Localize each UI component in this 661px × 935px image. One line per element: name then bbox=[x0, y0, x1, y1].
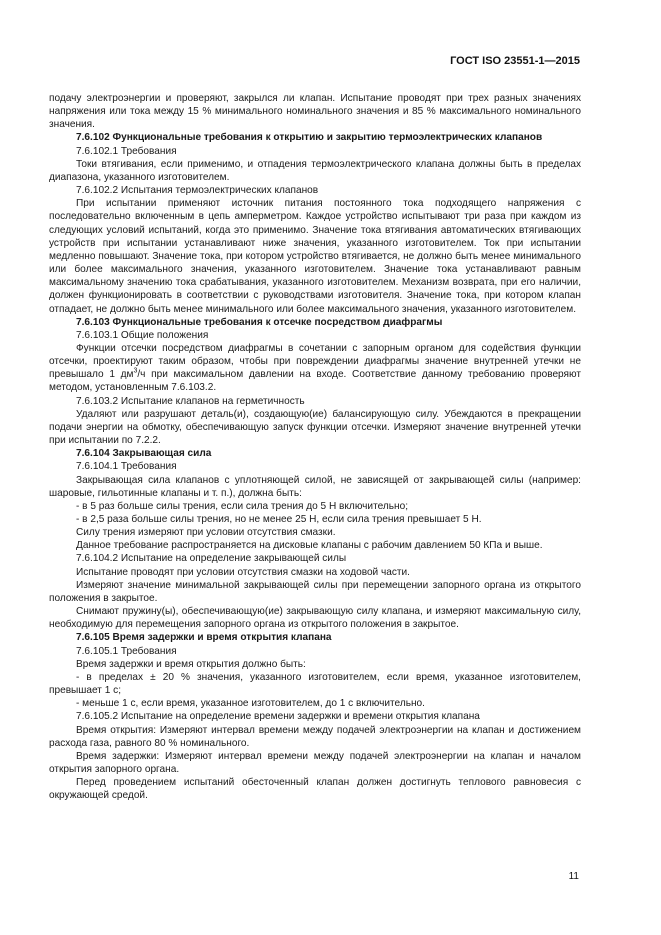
subsection-heading: 7.6.104.1 Требования bbox=[76, 461, 177, 473]
paragraph: Перед проведением испытаний обесточенный клапан должен достигнуть теплового равновесия с окружающей средой. bbox=[49, 777, 581, 802]
page-number: 11 bbox=[568, 871, 579, 882]
subsection-heading: 7.6.103.2 Испытание клапанов на герметичность bbox=[76, 395, 305, 407]
subsection-heading: 7.6.103.1 Общие положения bbox=[76, 329, 209, 341]
subsection-heading: 7.6.102.1 Требования bbox=[76, 145, 177, 157]
section-heading-7-6-103: 7.6.103 Функциональные требования к отсечке посредством диафрагмы bbox=[76, 316, 443, 328]
subsection-heading: 7.6.105.2 Испытание на определение времени задержки и времени открытия клапана bbox=[76, 711, 480, 723]
document-body bbox=[49, 92, 581, 802]
paragraph: Закрывающая сила клапанов с уплотняющей силой, не зависящей от закрывающей силы (например: шаровые, гильотинные клапаны и т. п.), должна быть: bbox=[49, 474, 581, 499]
document-header: ГОСТ ISO 23551-1—2015 bbox=[450, 55, 580, 67]
paragraph: Удаляют или разрушают деталь(и), создающую(ие) балансирующую силу. Убеждаются в прекращении подачи энергии на обмотку, обеспечивающую запуск функции отсечки. Измеряют значение внутренней утечки при испытании по 7.2.2. bbox=[49, 408, 581, 447]
paragraph: Время задержки и время открытия должно быть: bbox=[76, 658, 306, 670]
list-item: - в пределах ± 20 % значения, указанного изготовителем, если время, указанное изготовителем, превышает 1 с; bbox=[49, 671, 581, 697]
paragraph-text: /ч при максимальном давлении на входе. Соответствие данному требованию проверяют методом, установленным 7.6.103.2. bbox=[49, 369, 581, 394]
paragraph: Время задержки: Измеряют интервал времени между подачей электроэнергии на клапан и началом открытия запорного органа. bbox=[49, 750, 581, 775]
section-heading-7-6-105: 7.6.105 Время задержки и время открытия клапана bbox=[76, 632, 332, 644]
paragraph: При испытании применяют источник питания постоянного тока подходящего напряжения с последовательно включенным в цепь амперметром. Каждое устройство испытывают три раза при каждом из следующих условий испытаний, когда это применимо. Значение тока втягивания автоматических втягивающих устройств при испытании устанавливают ниже значения, указанного изготовителем. Ток при испытании медленно повышают. Значение тока, при котором устройство втягивается, не должно быть менее минимального или более максимального значения, указанного изготовителем. Значение тока устанавливают равным максимальному значению тока срабатывания, указанного изготовителем. Механизм возврата, при его наличии, должен функционировать в соответствии с руководствами изготовителя. Значение тока, при котором клапан отпадает, не должно быть менее минимального или более максимального значения, указанного изготовителем. bbox=[49, 198, 581, 315]
paragraph: Данное требование распространяется на дисковые клапаны с рабочим давлением 50 КПа и выше. bbox=[76, 540, 543, 552]
paragraph: Токи втягивания, если применимо, и отпадения термоэлектрического клапана должны быть в пределах диапазона, указанного изготовителем. bbox=[49, 158, 581, 183]
paragraph bbox=[49, 342, 581, 395]
list-item: - в 2,5 раза больше силы трения, но не менее 25 Н, если сила трения превышает 5 Н. bbox=[76, 514, 482, 525]
paragraph: Снимают пружину(ы), обеспечивающую(ие) закрывающую силу клапана, и измеряют максимальную силу, необходимую для перемещения запорного органа из открытого положения в закрытое. bbox=[49, 606, 581, 631]
paragraph: подачу электроэнергии и проверяют, закрылся ли клапан. Испытание проводят при трех разных значениях напряжения или тока между 15 % минимального номинального значения и 85 % максимального номинального значения. bbox=[49, 93, 581, 131]
paragraph: Время открытия: Измеряют интервал времени между подачей электроэнергии на клапан и достижением расхода газа, равного 80 % номинального. bbox=[49, 724, 581, 749]
subsection-heading: 7.6.105.1 Требования bbox=[76, 645, 177, 657]
subsection-heading: 7.6.102.2 Испытания термоэлектрических клапанов bbox=[76, 185, 319, 197]
section-heading-7-6-102: 7.6.102 Функциональные требования к открытию и закрытию термоэлектрических клапанов bbox=[76, 132, 543, 144]
list-item: - в 5 раз больше силы трения, если сила трения до 5 Н включительно; bbox=[76, 500, 408, 512]
list-item: - меньше 1 с, если время, указанное изготовителем, до 1 с включительно. bbox=[76, 698, 425, 710]
paragraph: Силу трения измеряют при условии отсутствия смазки. bbox=[76, 527, 336, 539]
subsection-heading: 7.6.104.2 Испытание на определение закрывающей силы bbox=[76, 553, 347, 565]
paragraph-text: Функции отсечки посредством диафрагмы в сочетании с запорным органом для содействия функции отсечки, проектируют таким образом, чтобы при повреждении диафрагмы значение внутренней утечки не превышало 1 дм bbox=[49, 342, 581, 381]
paragraph: Испытание проводят при условии отсутствия смазки на ходовой части. bbox=[76, 566, 410, 578]
paragraph: Измеряют значение минимальной закрывающей силы при перемещении запорного органа из открытого положения в закрытое. bbox=[49, 579, 581, 604]
superscript: 3 bbox=[133, 367, 138, 375]
section-heading-7-6-104: 7.6.104 Закрывающая сила bbox=[76, 448, 212, 460]
